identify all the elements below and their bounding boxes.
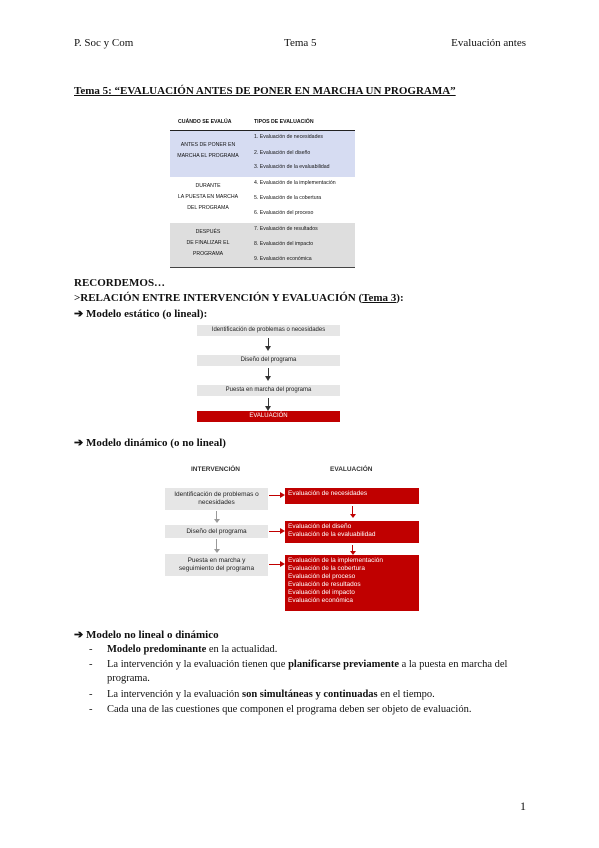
static-step-design: Diseño del programa — [197, 355, 340, 366]
relacion-suffix: ): — [396, 292, 404, 304]
recordemos-heading: RECORDEMOS… — [74, 277, 166, 289]
bullet-dash: - — [89, 704, 93, 715]
column-header-when: CUÁNDO SE EVALÚA — [178, 119, 232, 125]
table-row-when — [170, 140, 246, 162]
when-line: DE FINALIZAR EL — [186, 240, 230, 246]
intervention-step-design — [165, 525, 268, 538]
down-arrow-icon — [268, 368, 269, 378]
table-row-types — [254, 179, 336, 218]
when-line: DEL PROGRAMA — [187, 205, 229, 211]
when-line: LA PUESTA EN MARCHA — [177, 194, 239, 200]
dynamic-model-heading: ➔ Modelo dinámico (o no lineal) — [74, 437, 226, 449]
column-header-evaluation: EVALUACIÓN — [330, 466, 373, 473]
type-item: 8. Evaluación del impacto — [254, 241, 314, 247]
bullet-dash: - — [89, 644, 93, 655]
down-arrow-icon — [352, 506, 353, 515]
type-item: 4. Evaluación de la implementación — [254, 180, 336, 186]
down-arrow-icon — [216, 539, 217, 550]
intervention-line: Identificación de problemas o — [174, 491, 259, 498]
type-item: 1. Evaluación de necesidades — [254, 134, 323, 140]
bullet-text: en el tiempo. — [377, 689, 435, 700]
right-arrow-icon — [269, 531, 281, 532]
evaluation-group-before — [285, 488, 419, 504]
table-row-types — [254, 133, 330, 172]
when-line: DESPUÉS — [195, 229, 221, 235]
type-item: 9. Evaluación económica — [254, 256, 312, 262]
bullet-dash: - — [89, 689, 93, 700]
relacion-prefix: >RELACIÓN ENTRE INTERVENCIÓN Y EVALUACIÓN ( — [74, 292, 363, 304]
bullet-text: Modelo predominante — [107, 644, 207, 655]
table-row-when — [170, 227, 246, 260]
table-row-types — [254, 225, 318, 264]
evaluation-line: Evaluación de la evaluabilidad — [288, 531, 376, 538]
table-header-rule — [170, 130, 355, 131]
nonlinear-model-heading: ➔ Modelo no lineal o dinámico — [74, 629, 219, 641]
relacion-heading — [74, 292, 404, 304]
static-model-heading: ➔ Modelo estático (o lineal): — [74, 308, 208, 320]
evaluation-group-design — [285, 521, 419, 543]
evaluation-table — [170, 114, 355, 267]
intervention-line: Diseño del programa — [186, 527, 247, 535]
when-line: DURANTE — [195, 183, 221, 189]
evaluation-line: Evaluación de la cobertura — [288, 565, 365, 572]
intervention-step-identification — [165, 488, 268, 510]
type-item: 6. Evaluación del proceso — [254, 210, 314, 216]
evaluation-line: Evaluación del diseño — [288, 523, 352, 530]
evaluation-line: Evaluación del impacto — [288, 589, 355, 596]
intervention-line: necesidades — [198, 499, 235, 506]
evaluation-line: Evaluación del proceso — [288, 573, 356, 580]
right-arrow-icon — [269, 495, 281, 496]
type-item: 3. Evaluación de la evaluabilidad — [254, 164, 330, 170]
evaluation-line: Evaluación de resultados — [288, 581, 361, 588]
evaluation-line: Evaluación de necesidades — [288, 490, 368, 497]
bullet-text: son simultáneas y continuadas — [241, 689, 378, 700]
type-item: 5. Evaluación de la cobertura — [254, 195, 322, 201]
header-left: P. Soc y Com — [74, 37, 134, 49]
when-line: MARCHA EL PROGRAMA — [177, 153, 239, 159]
table-row-when — [170, 181, 246, 214]
table-bottom-rule — [170, 267, 355, 268]
column-header-types: TIPOS DE EVALUACIÓN — [254, 119, 314, 125]
bullet-dash: - — [89, 659, 93, 670]
bullet-text: La intervención y la evaluación — [107, 689, 242, 700]
when-line: ANTES DE PONER EN — [180, 142, 236, 148]
static-step-evaluation: EVALUACIÓN — [197, 411, 340, 422]
down-arrow-icon — [216, 511, 217, 520]
when-line: PROGRAMA — [192, 251, 224, 257]
intervention-line: Puesta en marcha y — [187, 557, 246, 564]
right-arrow-icon — [269, 564, 281, 565]
static-step-launch: Puesta en marcha del programa — [197, 385, 340, 396]
page-number: 1 — [520, 799, 526, 813]
bullet-text: a la puesta en marcha del programa. — [107, 659, 508, 684]
bullet-text: Cada una de las cuestiones que componen el programa deben ser objeto de evaluación. — [107, 704, 472, 715]
header-center: Tema 5 — [284, 37, 317, 49]
bullet-text: planificarse previamente — [288, 659, 399, 670]
down-arrow-icon — [268, 338, 269, 348]
static-step-identification: Identificación de problemas o necesidades — [197, 325, 340, 336]
header-right: Evaluación antes — [451, 37, 526, 49]
evaluation-line: Evaluación económica — [288, 597, 354, 604]
type-item: 7. Evaluación de resultados — [254, 226, 318, 232]
column-header-intervention: INTERVENCIÓN — [191, 466, 240, 473]
down-arrow-icon — [268, 398, 269, 408]
evaluation-group-after — [285, 555, 419, 611]
bullet-text: en la actualidad. — [206, 644, 278, 655]
type-item: 2. Evaluación del diseño — [254, 150, 311, 156]
tema-3-link[interactable]: Tema 3 — [362, 292, 397, 304]
page-title: Tema 5: “EVALUACIÓN ANTES DE PONER EN MARCHA UN PROGRAMA” — [74, 85, 456, 97]
intervention-line: seguimiento del programa — [178, 565, 255, 572]
evaluation-line: Evaluación de la implementación — [288, 557, 384, 564]
intervention-step-launch — [165, 554, 268, 576]
bullet-text: La intervención y la evaluación tienen que — [107, 659, 289, 670]
down-arrow-icon — [352, 545, 353, 552]
